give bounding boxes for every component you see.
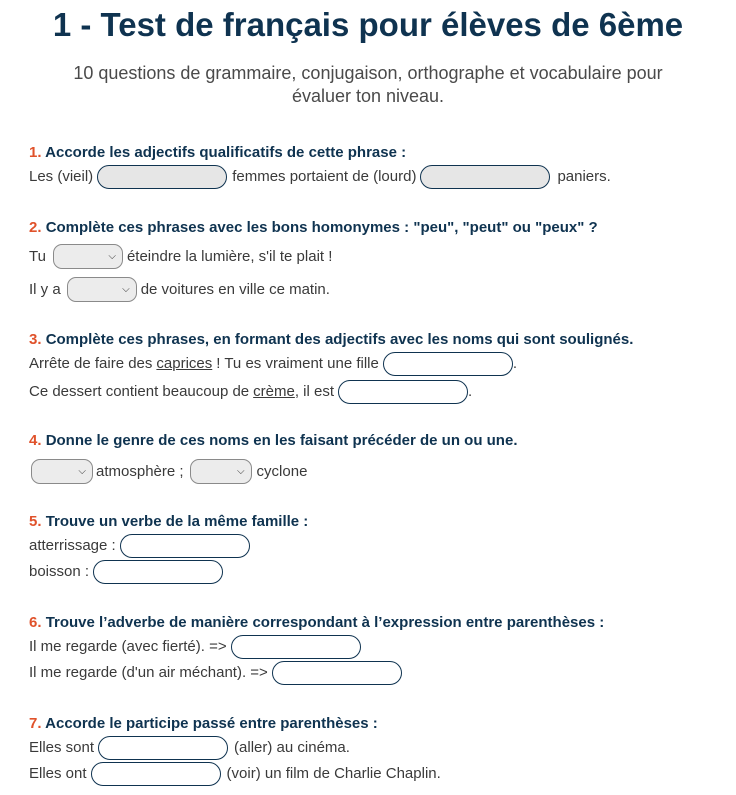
adjective-input-creme[interactable] xyxy=(338,380,468,404)
answer-line xyxy=(29,244,726,269)
gender-select-cyclone[interactable] xyxy=(190,459,252,484)
answer-line xyxy=(29,736,726,760)
verb-input-boisson[interactable] xyxy=(93,560,223,584)
line-text: (aller) au cinéma. xyxy=(234,739,350,756)
question-number: 2. xyxy=(29,219,42,236)
adverb-input-fierte[interactable] xyxy=(231,635,361,659)
answer-line xyxy=(29,380,726,404)
question-title xyxy=(29,714,726,734)
line-text: (voir) un film de Charlie Chaplin. xyxy=(226,765,441,782)
question-text: Trouve l’adverbe de manière correspondant à l’expression entre parenthèses : xyxy=(45,614,605,631)
line-text: boisson : xyxy=(29,563,90,580)
underlined-noun: crème xyxy=(253,383,295,400)
answer-line xyxy=(29,459,726,484)
gender-select-atmosphere[interactable] xyxy=(31,459,93,484)
question-text: Complète ces phrases, en formant des adjectifs avec les noms qui sont soulignés. xyxy=(45,331,634,348)
homonym-select-2[interactable] xyxy=(67,277,137,302)
line-text: . xyxy=(468,383,473,400)
line-text: de voitures en ville ce matin. xyxy=(140,280,330,298)
answer-input-lourd[interactable] xyxy=(420,165,550,189)
adverb-input-mechant[interactable] xyxy=(272,661,402,685)
question-title xyxy=(29,330,726,350)
question-1 xyxy=(29,143,726,189)
line-text: Les (vieil) xyxy=(29,168,94,185)
participle-input-voir[interactable] xyxy=(91,762,221,786)
line-text: Elles sont xyxy=(29,739,95,756)
answer-line xyxy=(29,534,726,558)
line-text: , il est xyxy=(294,383,335,400)
question-2 xyxy=(29,218,726,302)
question-text: Complète ces phrases avec les bons homonymes : "peu", "peut" ou "peux" ? xyxy=(45,219,598,236)
question-title xyxy=(29,613,726,633)
question-7 xyxy=(29,714,726,786)
line-text: Elles ont xyxy=(29,765,87,782)
line-text: Tu xyxy=(29,247,46,265)
question-title xyxy=(29,218,726,238)
line-text: atmosphère ; xyxy=(96,462,184,480)
question-text: Accorde les adjectifs qualificatifs de cette phrase : xyxy=(45,144,407,161)
line-text: . xyxy=(512,355,518,372)
question-title xyxy=(29,512,726,532)
verb-input-atterrissage[interactable] xyxy=(120,534,250,558)
question-text: Donne le genre de ces noms en les faisant précéder de un ou une. xyxy=(45,432,518,449)
page-title: 1 - Test de français pour élèves de 6ème xyxy=(52,6,684,43)
line-text: femmes portaient de (lourd) xyxy=(232,168,417,185)
question-number: 1. xyxy=(29,144,42,161)
chevron-down-icon: ⌵ xyxy=(78,465,86,477)
homonym-select-1[interactable] xyxy=(53,244,123,269)
answer-line xyxy=(29,277,726,302)
adjective-input-caprices[interactable] xyxy=(383,352,513,376)
line-text: éteindre la lumière, s'il te plait ! xyxy=(126,247,333,265)
line-text: Il me regarde (avec fierté). => xyxy=(29,638,227,655)
chevron-down-icon: ⌵ xyxy=(236,465,245,477)
line-text: Ce dessert contient beaucoup de xyxy=(29,383,250,400)
question-title xyxy=(29,431,726,451)
question-3 xyxy=(29,330,726,404)
answer-line xyxy=(29,661,726,685)
question-number: 3. xyxy=(29,331,42,348)
question-number: 7. xyxy=(29,715,42,732)
line-text: Il y a xyxy=(29,280,61,298)
line-text: ! Tu es vraiment une fille xyxy=(216,355,379,372)
question-4 xyxy=(29,431,726,484)
line-text: Arrête de faire des xyxy=(29,355,153,372)
line-text: cyclone xyxy=(256,462,308,480)
participle-input-aller[interactable] xyxy=(98,736,228,760)
question-5 xyxy=(29,512,726,584)
answer-line xyxy=(29,352,726,376)
question-title xyxy=(29,143,726,163)
question-number: 4. xyxy=(29,432,42,449)
chevron-down-icon: ⌵ xyxy=(108,250,116,262)
line-text: atterrissage : xyxy=(29,537,116,554)
answer-input-vieil[interactable] xyxy=(97,165,227,189)
question-number: 5. xyxy=(29,513,42,530)
answer-line xyxy=(29,560,726,584)
answer-line xyxy=(29,635,726,659)
underlined-noun: caprices xyxy=(156,355,213,372)
question-text: Trouve un verbe de la même famille : xyxy=(45,513,309,530)
chevron-down-icon: ⌵ xyxy=(122,283,130,295)
question-number: 6. xyxy=(29,614,42,631)
line-text: paniers. xyxy=(557,168,611,185)
question-text: Accorde le participe passé entre parenthèses : xyxy=(45,715,378,732)
question-6 xyxy=(29,613,726,685)
page-subtitle: 10 questions de grammaire, conjugaison, orthographe et vocabulaire pour évaluer ton niveau. xyxy=(73,63,663,106)
line-text: Il me regarde (d'un air méchant). => xyxy=(29,664,268,681)
answer-line xyxy=(29,165,726,189)
answer-line xyxy=(29,762,726,786)
